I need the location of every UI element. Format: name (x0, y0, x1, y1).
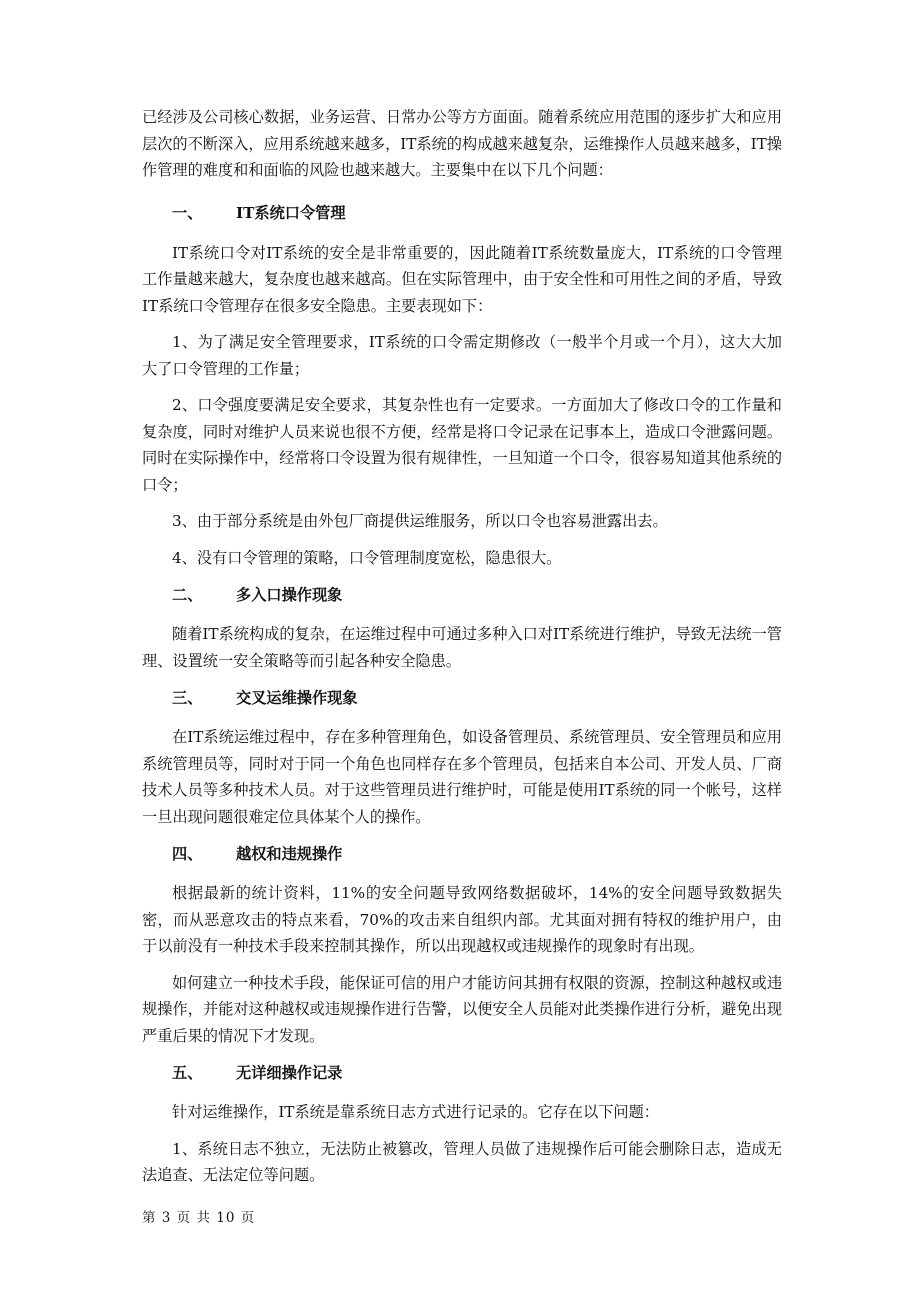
section-heading (142, 840, 782, 866)
section-3 (142, 684, 782, 830)
section-heading (142, 684, 782, 710)
section-title: 多入口操作现象 (236, 585, 343, 604)
section-5 (142, 1059, 782, 1189)
section-title: IT系统口令管理 (236, 204, 346, 222)
section-1 (142, 200, 782, 572)
section-number: 三、 (172, 688, 203, 707)
section-number: 四、 (172, 844, 203, 863)
section-title: 无详细操作记录 (236, 1063, 343, 1082)
section-2 (142, 581, 782, 674)
section-number: 二、 (172, 585, 203, 604)
section-title: 交叉运维操作现象 (236, 688, 358, 707)
section-4 (142, 840, 782, 1049)
section-number: 一、 (172, 204, 203, 222)
intro-paragraph: 已经涉及公司核心数据，业务运营、日常办公等方方面面。随着系统应用范围的逐步扩大和应用层次的不断深入，应用系统越来越多，IT系统的构成越来越复杂，运维操作人员越来越多，IT操作管理的难度和和面临的风险也越来越大。主要集中在以下几个问题： (142, 108, 782, 179)
paragraph: 根据最新的统计资料，11%的安全问题导致网络数据破坏，14%的安全问题导致数据失密，而从恶意攻击的特点来看，70%的攻击来自组织内部。尤其面对拥有特权的维护用户，由于以前没有一种技术手段来控制其操作，所以出现越权或违规操作的现象时有出现。 (142, 884, 782, 955)
paragraph: IT系统口令对IT系统的安全是非常重要的，因此随着IT系统数量庞大，IT系统的口令管理工作量越来越大，复杂度也越来越高。但在实际管理中，由于安全性和可用性之间的矛盾，导致IT系统口令管理存在很多安全隐患。主要表现如下： (142, 243, 782, 315)
section-heading (142, 581, 782, 607)
paragraph: 随着IT系统构成的复杂，在运维过程中可通过多种入口对IT系统进行维护，导致无法统一管理、设置统一安全策略等而引起各种安全隐患。 (142, 625, 782, 670)
paragraph: 2、口令强度要满足安全要求，其复杂性也有一定要求。一方面加大了修改口令的工作量和复杂度，同时对维护人员来说也很不方便，经常是将口令记录在记事本上，造成口令泄露问题。同时在实际操作中，经常将口令设置为很有规律性，一旦知道一个口令，很容易知道其他系统的口令； (142, 396, 782, 494)
section-number: 五、 (172, 1063, 203, 1082)
paragraph: 如何建立一种技术手段，能保证可信的用户才能访问其拥有权限的资源，控制这种越权或违规操作，并能对这种越权或违规操作进行告警，以便安全人员能对此类操作进行分析，避免出现严重后果的情况下才发现。 (142, 973, 782, 1045)
document-page (142, 104, 782, 1199)
section-title: 越权和违规操作 (236, 844, 343, 863)
paragraph: 4、没有口令管理的策略，口令管理制度宽松，隐患很大。 (172, 548, 562, 567)
paragraph: 在IT系统运维过程中，存在多种管理角色，如设备管理员、系统管理员、安全管理员和应用系统管理员等，同时对于同一个角色也同样存在多个管理员，包括来自本公司、开发人员、厂商技术人员等多种技术人员。对于这些管理员进行维护时，可能是使用IT系统的同一个帐号，这样一旦出现问题很难定位具体某个人的操作。 (142, 728, 782, 826)
section-heading (142, 200, 782, 226)
page-footer: 第 3 页 共 10 页 (142, 1210, 256, 1226)
paragraph: 3、由于部分系统是由外包厂商提供运维服务，所以口令也容易泄露出去。 (172, 512, 668, 530)
section-heading (142, 1059, 782, 1085)
paragraph: 针对运维操作，IT系统是靠系统日志方式进行记录的。它存在以下问题： (172, 1103, 659, 1121)
paragraph: 1、系统日志不独立，无法防止被篡改，管理人员做了违规操作后可能会删除日志，造成无法追查、无法定位等问题。 (142, 1139, 782, 1184)
paragraph: 1、为了满足安全管理要求，IT系统的口令需定期修改（一般半个月或一个月），这大大加大了口令管理的工作量； (142, 333, 782, 378)
